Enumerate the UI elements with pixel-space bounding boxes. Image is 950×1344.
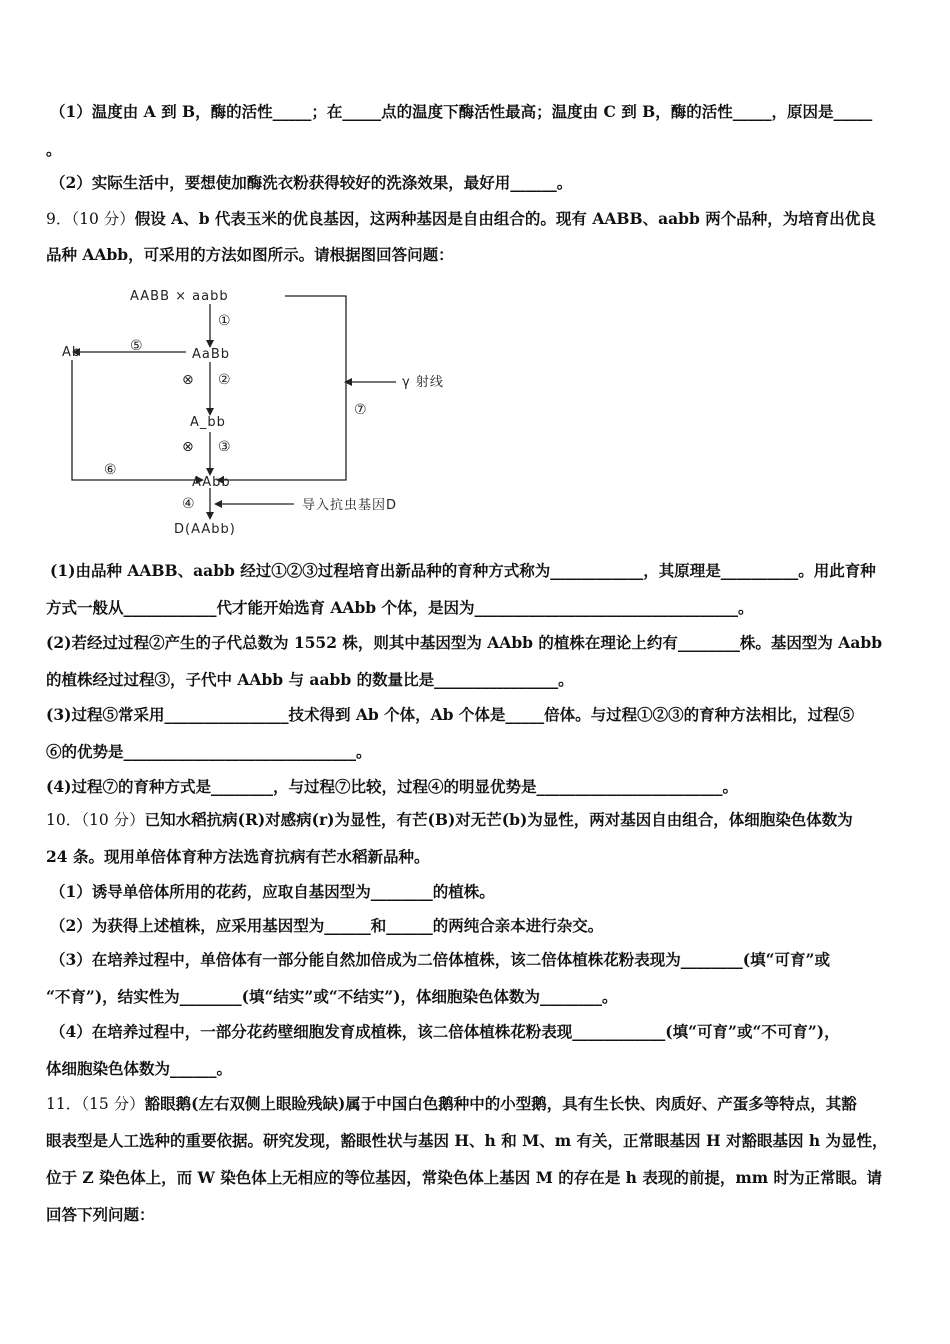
q11-stem-line-2: 眼表型是人工选种的重要依据。研究发现，豁眼性状与基因 H、h 和 M、m 有关，正常眼基因 H 对豁眼基因 h 为显性， bbox=[46, 1131, 888, 1150]
gene-import-arrow-head bbox=[214, 500, 222, 508]
q8-line-1: （1）温度由 A 到 B，酶的活性_____；在_____点的温度下酶活性最高；温度由 C 到 B，酶的活性_____，原因是_____ bbox=[50, 102, 873, 121]
q9-part1-line-2: 方式一般从____________代才能开始选育 AAbb 个体，是因为__________________________________。 bbox=[46, 598, 754, 617]
step-1-label: ① bbox=[218, 313, 231, 329]
haploid-label: Ab bbox=[62, 345, 82, 360]
q8-line-2: 。 bbox=[46, 140, 62, 159]
path-7-line bbox=[224, 296, 346, 480]
selfing-symbol-3: ⊗ bbox=[182, 439, 194, 455]
q9-part2-line-1: (2)若经过过程②产生的子代总数为 1552 株，则其中基因型为 AAbb 的植株在理论上约有________株。基因型为 Aabb bbox=[46, 633, 883, 652]
q11-stem-line-1 bbox=[46, 1094, 857, 1114]
f1-label: AaBb bbox=[192, 347, 231, 362]
q10-part4-line-1: （4）在培养过程中，一部分花药壁细胞发育成植株，该二倍体植株花粉表现____________(填“可育”或“不可育”)， bbox=[50, 1022, 840, 1041]
gene-import-label: 导入抗虫基因D bbox=[302, 498, 398, 513]
q11-stem-text: 豁眼鹅(左右双侧上眼睑残缺)属于中国白色鹅种中的小型鹅，具有生长快、肉质好、产蛋多等特点，其豁 bbox=[144, 1094, 857, 1113]
q9-stem-line-2: 品种 AAbb，可采用的方法如图所示。请根据图回答问题： bbox=[46, 245, 454, 264]
step-6-label: ⑥ bbox=[104, 462, 117, 478]
q10-part1-line: （1）诱导单倍体所用的花药，应取自基因型为________的植株。 bbox=[50, 882, 495, 901]
f2-label: A_bb bbox=[190, 415, 226, 430]
q10-stem-text: 已知水稻抗病(R)对感病(r)为显性，有芒(B)对无芒(b)为显性，两对基因自由组合，体细胞染色体数为 bbox=[144, 810, 853, 829]
parents-label: AABB × aabb bbox=[130, 289, 229, 304]
q11-stem-line-4: 回答下列问题： bbox=[46, 1205, 155, 1224]
q11-number: 11．（15 分） bbox=[46, 1095, 145, 1113]
arrow-4-head bbox=[206, 512, 214, 520]
q9-number: 9．（10 分） bbox=[46, 210, 135, 228]
step-5-label: ⑤ bbox=[130, 338, 143, 354]
q9-stem-text: 假设 A、b 代表玉米的优良基因，这两种基因是自由组合的。现有 AABB、aabb 两个品种，为培育出优良 bbox=[134, 209, 876, 228]
q8-line-3: （2）实际生活中，要想使加酶洗衣粉获得较好的洗涤效果，最好用______。 bbox=[50, 173, 573, 192]
q10-part3-line-2: “不育”)，结实性为________(填“结实”或“不结实”)，体细胞染色体数为________。 bbox=[46, 987, 618, 1006]
breeding-diagram bbox=[58, 282, 478, 544]
q10-stem-line-1 bbox=[46, 810, 853, 830]
q9-part3-line-1: (3)过程⑤常采用________________技术得到 Ab 个体，Ab 个体是_____倍体。与过程①②③的育种方法相比，过程⑤ bbox=[46, 705, 855, 724]
selfing-symbol-2: ⊗ bbox=[182, 372, 194, 388]
q9-stem-line-1 bbox=[46, 209, 876, 229]
step-7-label: ⑦ bbox=[354, 402, 367, 418]
q10-number: 10．（10 分） bbox=[46, 811, 145, 829]
gamma-arrow-head bbox=[344, 378, 352, 386]
target-label: AAbb bbox=[192, 475, 231, 490]
q11-stem-line-3: 位于 Z 染色体上，而 W 染色体上无相应的等位基因，常染色体上基因 M 的存在是 h 表现的前提，mm 时为正常眼。请 bbox=[46, 1168, 883, 1187]
path-6-line bbox=[72, 360, 196, 480]
q10-stem-line-2: 24 条。现用单倍体育种方法选育抗病有芒水稻新品种。 bbox=[46, 847, 430, 866]
step-3-label: ③ bbox=[218, 439, 231, 455]
q10-part3-line-1: （3）在培养过程中，单倍体有一部分能自然加倍成为二倍体植株，该二倍体植株花粉表现为________(填“可育”或 bbox=[50, 950, 830, 969]
step-2-label: ② bbox=[218, 372, 231, 388]
q9-part3-line-2: ⑥的优势是______________________________。 bbox=[46, 742, 372, 761]
step-4-label: ④ bbox=[182, 496, 195, 512]
q9-part4-line: (4)过程⑦的育种方式是________，与过程⑦比较，过程④的明显优势是________________________。 bbox=[46, 777, 738, 796]
final-label: D(AAbb) bbox=[174, 522, 236, 537]
q9-part2-line-2: 的植株经过过程③，子代中 AAbb 与 aabb 的数量比是________________。 bbox=[46, 670, 574, 689]
q10-part4-line-2: 体细胞染色体数为______。 bbox=[46, 1059, 233, 1078]
gamma-label: γ 射线 bbox=[402, 375, 444, 390]
q10-part2-line: （2）为获得上述植株，应采用基因型为______和______的两纯合亲本进行杂交。 bbox=[50, 916, 604, 935]
q9-part1-line-1: (1)由品种 AABB、aabb 经过①②③过程培育出新品种的育种方式称为____________，其原理是__________。用此育种 bbox=[50, 561, 876, 580]
